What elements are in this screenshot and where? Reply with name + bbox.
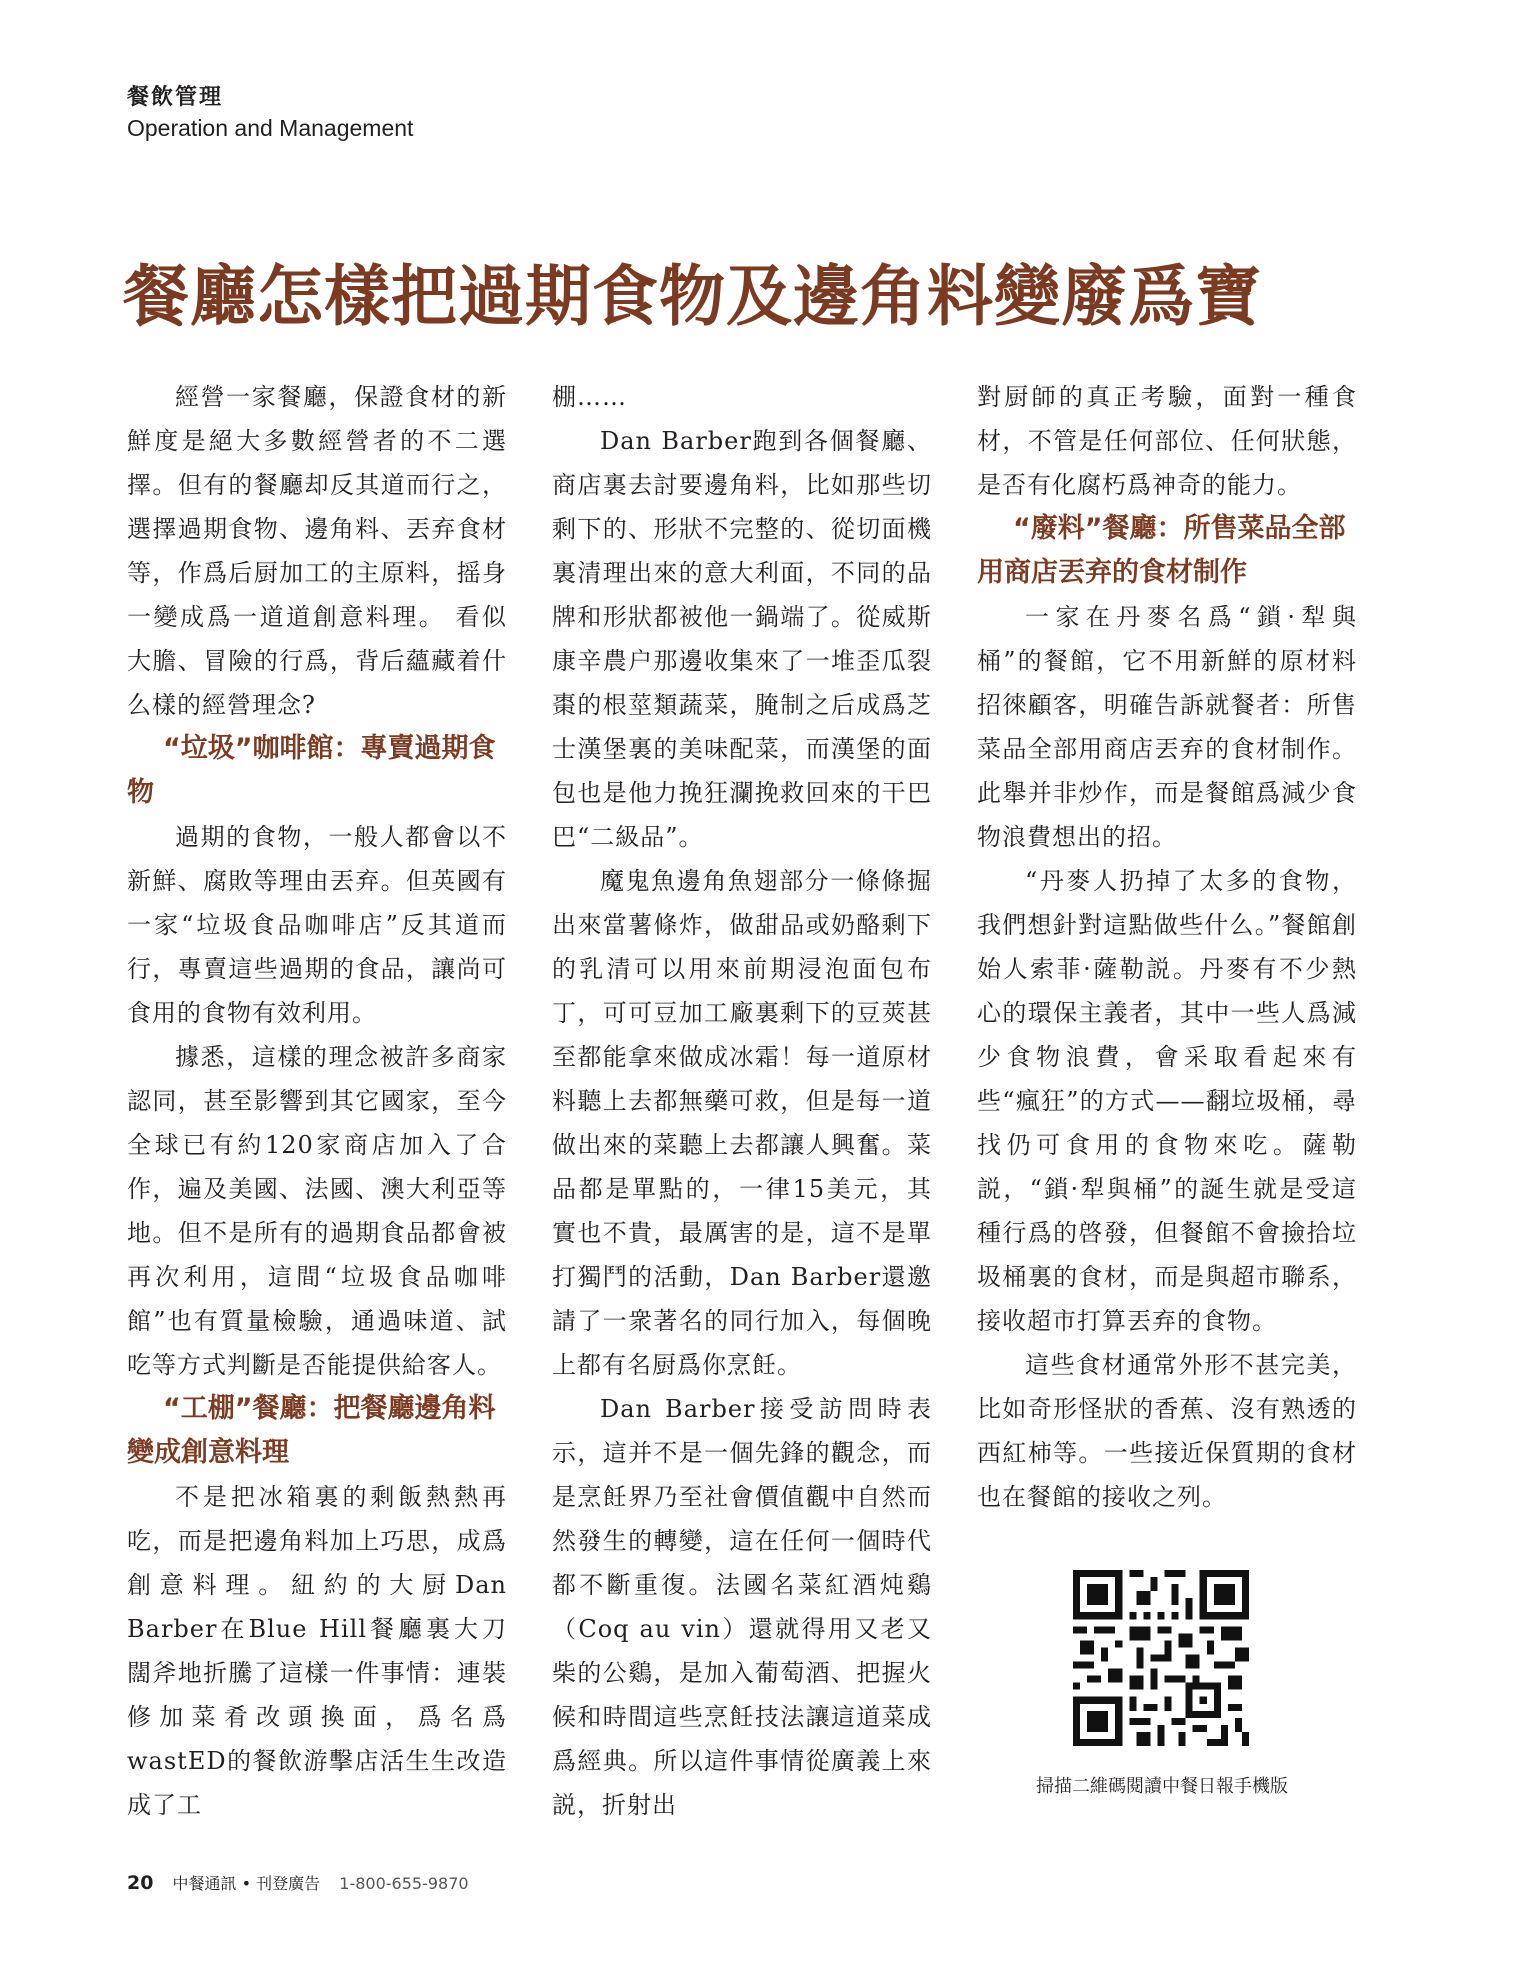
article-column-3 [977, 375, 1357, 1519]
section-label-en: Operation and Management [127, 115, 414, 141]
publication-name: 中餐通訊 • 刊登廣告 [172, 1874, 321, 1893]
paragraph: “丹麥人扔掉了太多的食物，我們想針對這點做些什么。”餐館創始人索菲·薩勒説。丹麥有不少熱心的環保主義者，其中一些人爲減少食物浪費，會采取看起來有些“瘋狂”的方式——翻垃圾桶，尋找仍可食用的食物來吃。薩勒説，“鎖·犁與桶”的誕生就是受這種行爲的啓發，但餐館不會撿拾垃圾桶裏的食材，而是與超市聯系，接收超市打算丟弃的食物。 [977, 867, 1357, 1335]
paragraph: 這些食材通常外形不甚完美，比如奇形怪狀的香蕉、沒有熟透的西紅柿等。一些接近保質期的食材也在餐館的接收之列。 [977, 1351, 1357, 1511]
ad-phone-number: 1-800-655-9870 [339, 1874, 469, 1893]
paragraph: 據悉，這樣的理念被許多商家認同，甚至影響到其它國家，至今全球已有約120家商店加入了合作，遍及美國、法國、澳大利亞等地。但不是所有的過期食品都會被再次利用，這間“垃圾食品咖啡館”也有質量檢驗，通過味道、試吃等方式判斷是否能提供給客人。 [127, 1043, 507, 1379]
paragraph: 過期的食物，一般人都會以不新鮮、腐敗等理由丟弃。但英國有一家“垃圾食品咖啡店”反其道而行，專賣這些過期的食品，讓尚可食用的食物有效利用。 [127, 823, 507, 1027]
subheading: “工棚”餐廳：把餐廳邊角料變成創意料理 [127, 1393, 496, 1468]
subheading: “垃圾”咖啡館：專賣過期食物 [127, 733, 496, 808]
section-label-zh: 餐飲管理 [127, 85, 224, 110]
paragraph: 一家在丹麥名爲“鎖·犁與桶”的餐館，它不用新鮮的原材料招徠顧客，明確告訴就餐者：所售菜品全部用商店丟弃的食材制作。此舉并非炒作，而是餐館爲減少食物浪費想出的招。 [977, 603, 1357, 851]
article-column-2 [552, 375, 932, 1827]
paragraph: 經營一家餐廳，保證食材的新鮮度是絕大多數經營者的不二選擇。但有的餐廳却反其道而行之，選擇過期食物、邊角料、丟弃食材等，作爲后厨加工的主原料，摇身一變成爲一道道創意料理。 看似大膽、冒險的行爲，背后蘊藏着什么樣的經營理念? [127, 383, 507, 719]
article-headline: 餐廳怎樣把過期食物及邊角料變廢爲寶 [123, 257, 1262, 336]
paragraph: Dan Barber跑到各個餐廳、商店裏去討要邊角料，比如那些切剩下的、形狀不完整的、從切面機裏清理出來的意大利面，不同的品牌和形狀都被他一鍋端了。從威斯康辛農户那邊收集來了一堆歪瓜裂棗的根莖類蔬菜，腌制之后成爲芝士漢堡裏的美味配菜，而漢堡的面包也是他力挽狂瀾挽救回來的干巴巴“二級品”。 [552, 427, 932, 851]
page-number: 20 [127, 1872, 154, 1894]
article-column-1 [127, 375, 507, 1827]
subheading: “廢料”餐廳：所售菜品全部用商店丟弃的食材制作 [977, 513, 1346, 588]
paragraph: Dan Barber接受訪問時表示，這并不是一個先鋒的觀念，而是烹飪界乃至社會價值觀中自然而然發生的轉變，這在任何一個時代都不斷重復。法國名菜紅酒炖鷄（Coq au vin）還就得用又老又柴的公鷄，是加入葡萄酒、把握火候和時間這些烹飪技法讓這道菜成爲經典。所以這件事情從廣義上來説，折射出 [552, 1395, 932, 1819]
qr-code-icon[interactable] [1073, 1570, 1249, 1746]
paragraph: 不是把冰箱裏的剩飯熱熱再吃，而是把邊角料加上巧思，成爲創意料理。紐約的大厨Dan Barber在Blue Hill餐廳裏大刀闊斧地折騰了這樣一件事情：連裝修加菜肴改頭換面，爲名爲wastED的餐飲游擊店活生生改造成了工 [127, 1483, 507, 1819]
paragraph: 棚…… [552, 383, 627, 411]
paragraph: 魔鬼魚邊角魚翅部分一條條掘出來當薯條炸，做甜品或奶酪剩下的乳清可以用來前期浸泡面包布丁，可可豆加工廠裏剩下的豆莢甚至都能拿來做成冰霜！每一道原材料聽上去都無藥可救，但是每一道做出來的菜聽上去都讓人興奮。菜品都是單點的，一律15美元，其實也不貴，最厲害的是，這不是單打獨鬥的活動，Dan Barber還邀請了一衆著名的同行加入，每個晚上都有名厨爲你烹飪。 [552, 867, 932, 1379]
page-footer [127, 1871, 469, 1894]
paragraph: 對厨師的真正考驗，面對一種食材，不管是任何部位、任何狀態，是否有化腐朽爲神奇的能力。 [977, 383, 1357, 499]
qr-caption: 掃描二維碼閱讀中餐日報手機版 [1036, 1776, 1288, 1797]
